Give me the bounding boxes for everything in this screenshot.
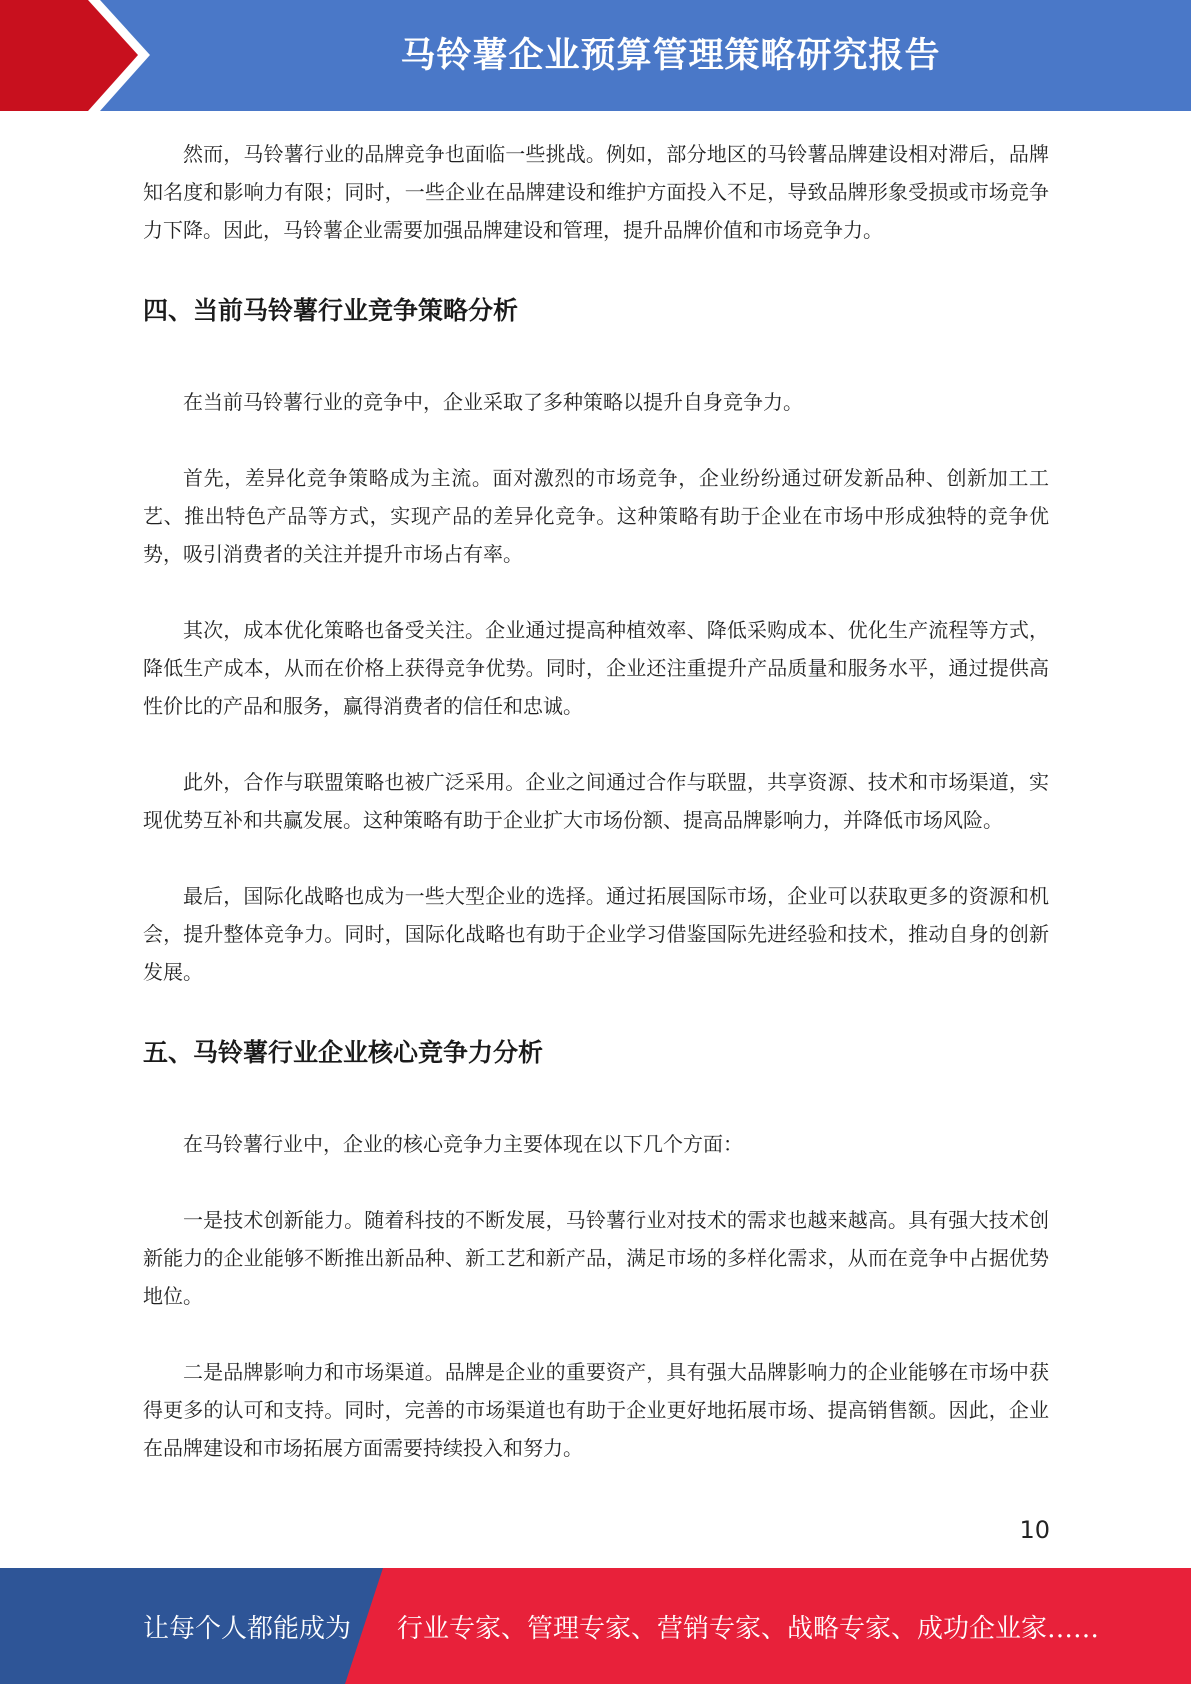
page-footer <box>0 1568 1191 1684</box>
section-4-paragraph-3: 其次，成本优化策略也备受关注。企业通过提高种植效率、降低采购成本、优化生产流程等方式，降低生产成本，从而在价格上获得竞争优势。同时，企业还注重提升产品质量和服务水平，通过提供高性价比的产品和服务，赢得消费者的信任和忠诚。 <box>143 618 1049 718</box>
section-4-paragraph-2: 首先，差异化竞争策略成为主流。面对激烈的市场竞争，企业纷纷通过研发新品种、创新加工工艺、推出特色产品等方式，实现产品的差异化竞争。这种策略有助于企业在市场中形成独特的竞争优势，吸引消费者的关注并提升市场占有率。 <box>143 466 1049 566</box>
page-header <box>0 0 1191 111</box>
page-number: 10 <box>1019 1516 1050 1544</box>
footer-slogan-left: 让每个人都能成为 <box>143 1613 352 1644</box>
section-5-paragraph-1: 在马铃薯行业中，企业的核心竞争力主要体现在以下几个方面： <box>183 1132 743 1156</box>
section-4-paragraph-5: 最后，国际化战略也成为一些大型企业的选择。通过拓展国际市场，企业可以获取更多的资源和机会，提升整体竞争力。同时，国际化战略也有助于企业学习借鉴国际先进经验和技术，推动自身的创新发展。 <box>143 884 1049 984</box>
section-5-paragraph-2: 一是技术创新能力。随着科技的不断发展，马铃薯行业对技术的需求也越来越高。具有强大技术创新能力的企业能够不断推出新品种、新工艺和新产品，满足市场的多样化需求，从而在竞争中占据优势地位。 <box>143 1208 1049 1308</box>
footer-slogan-right: 行业专家、管理专家、营销专家、战略专家、成功企业家…… <box>397 1613 1100 1644</box>
report-title: 马铃薯企业预算管理策略研究报告 <box>400 35 941 76</box>
section-5-heading: 五、马铃薯行业企业核心竞争力分析 <box>143 1038 544 1067</box>
section-4-heading: 四、当前马铃薯行业竞争策略分析 <box>143 296 519 325</box>
section-5-paragraph-3: 二是品牌影响力和市场渠道。品牌是企业的重要资产，具有强大品牌影响力的企业能够在市场中获得更多的认可和支持。同时，完善的市场渠道也有助于企业更好地拓展市场、提高销售额。因此，企业在品牌建设和市场拓展方面需要持续投入和努力。 <box>143 1360 1049 1460</box>
section-4-paragraph-1: 在当前马铃薯行业的竞争中，企业采取了多种策略以提升自身竞争力。 <box>183 390 803 414</box>
intro-paragraph: 然而，马铃薯行业的品牌竞争也面临一些挑战。例如，部分地区的马铃薯品牌建设相对滞后，品牌知名度和影响力有限；同时，一些企业在品牌建设和维护方面投入不足，导致品牌形象受损或市场竞争力下降。因此，马铃薯企业需要加强品牌建设和管理，提升品牌价值和市场竞争力。 <box>143 142 1049 242</box>
section-4-paragraph-4: 此外，合作与联盟策略也被广泛采用。企业之间通过合作与联盟，共享资源、技术和市场渠道，实现优势互补和共赢发展。这种策略有助于企业扩大市场份额、提高品牌影响力，并降低市场风险。 <box>143 770 1049 832</box>
page-content <box>143 135 1049 1467</box>
